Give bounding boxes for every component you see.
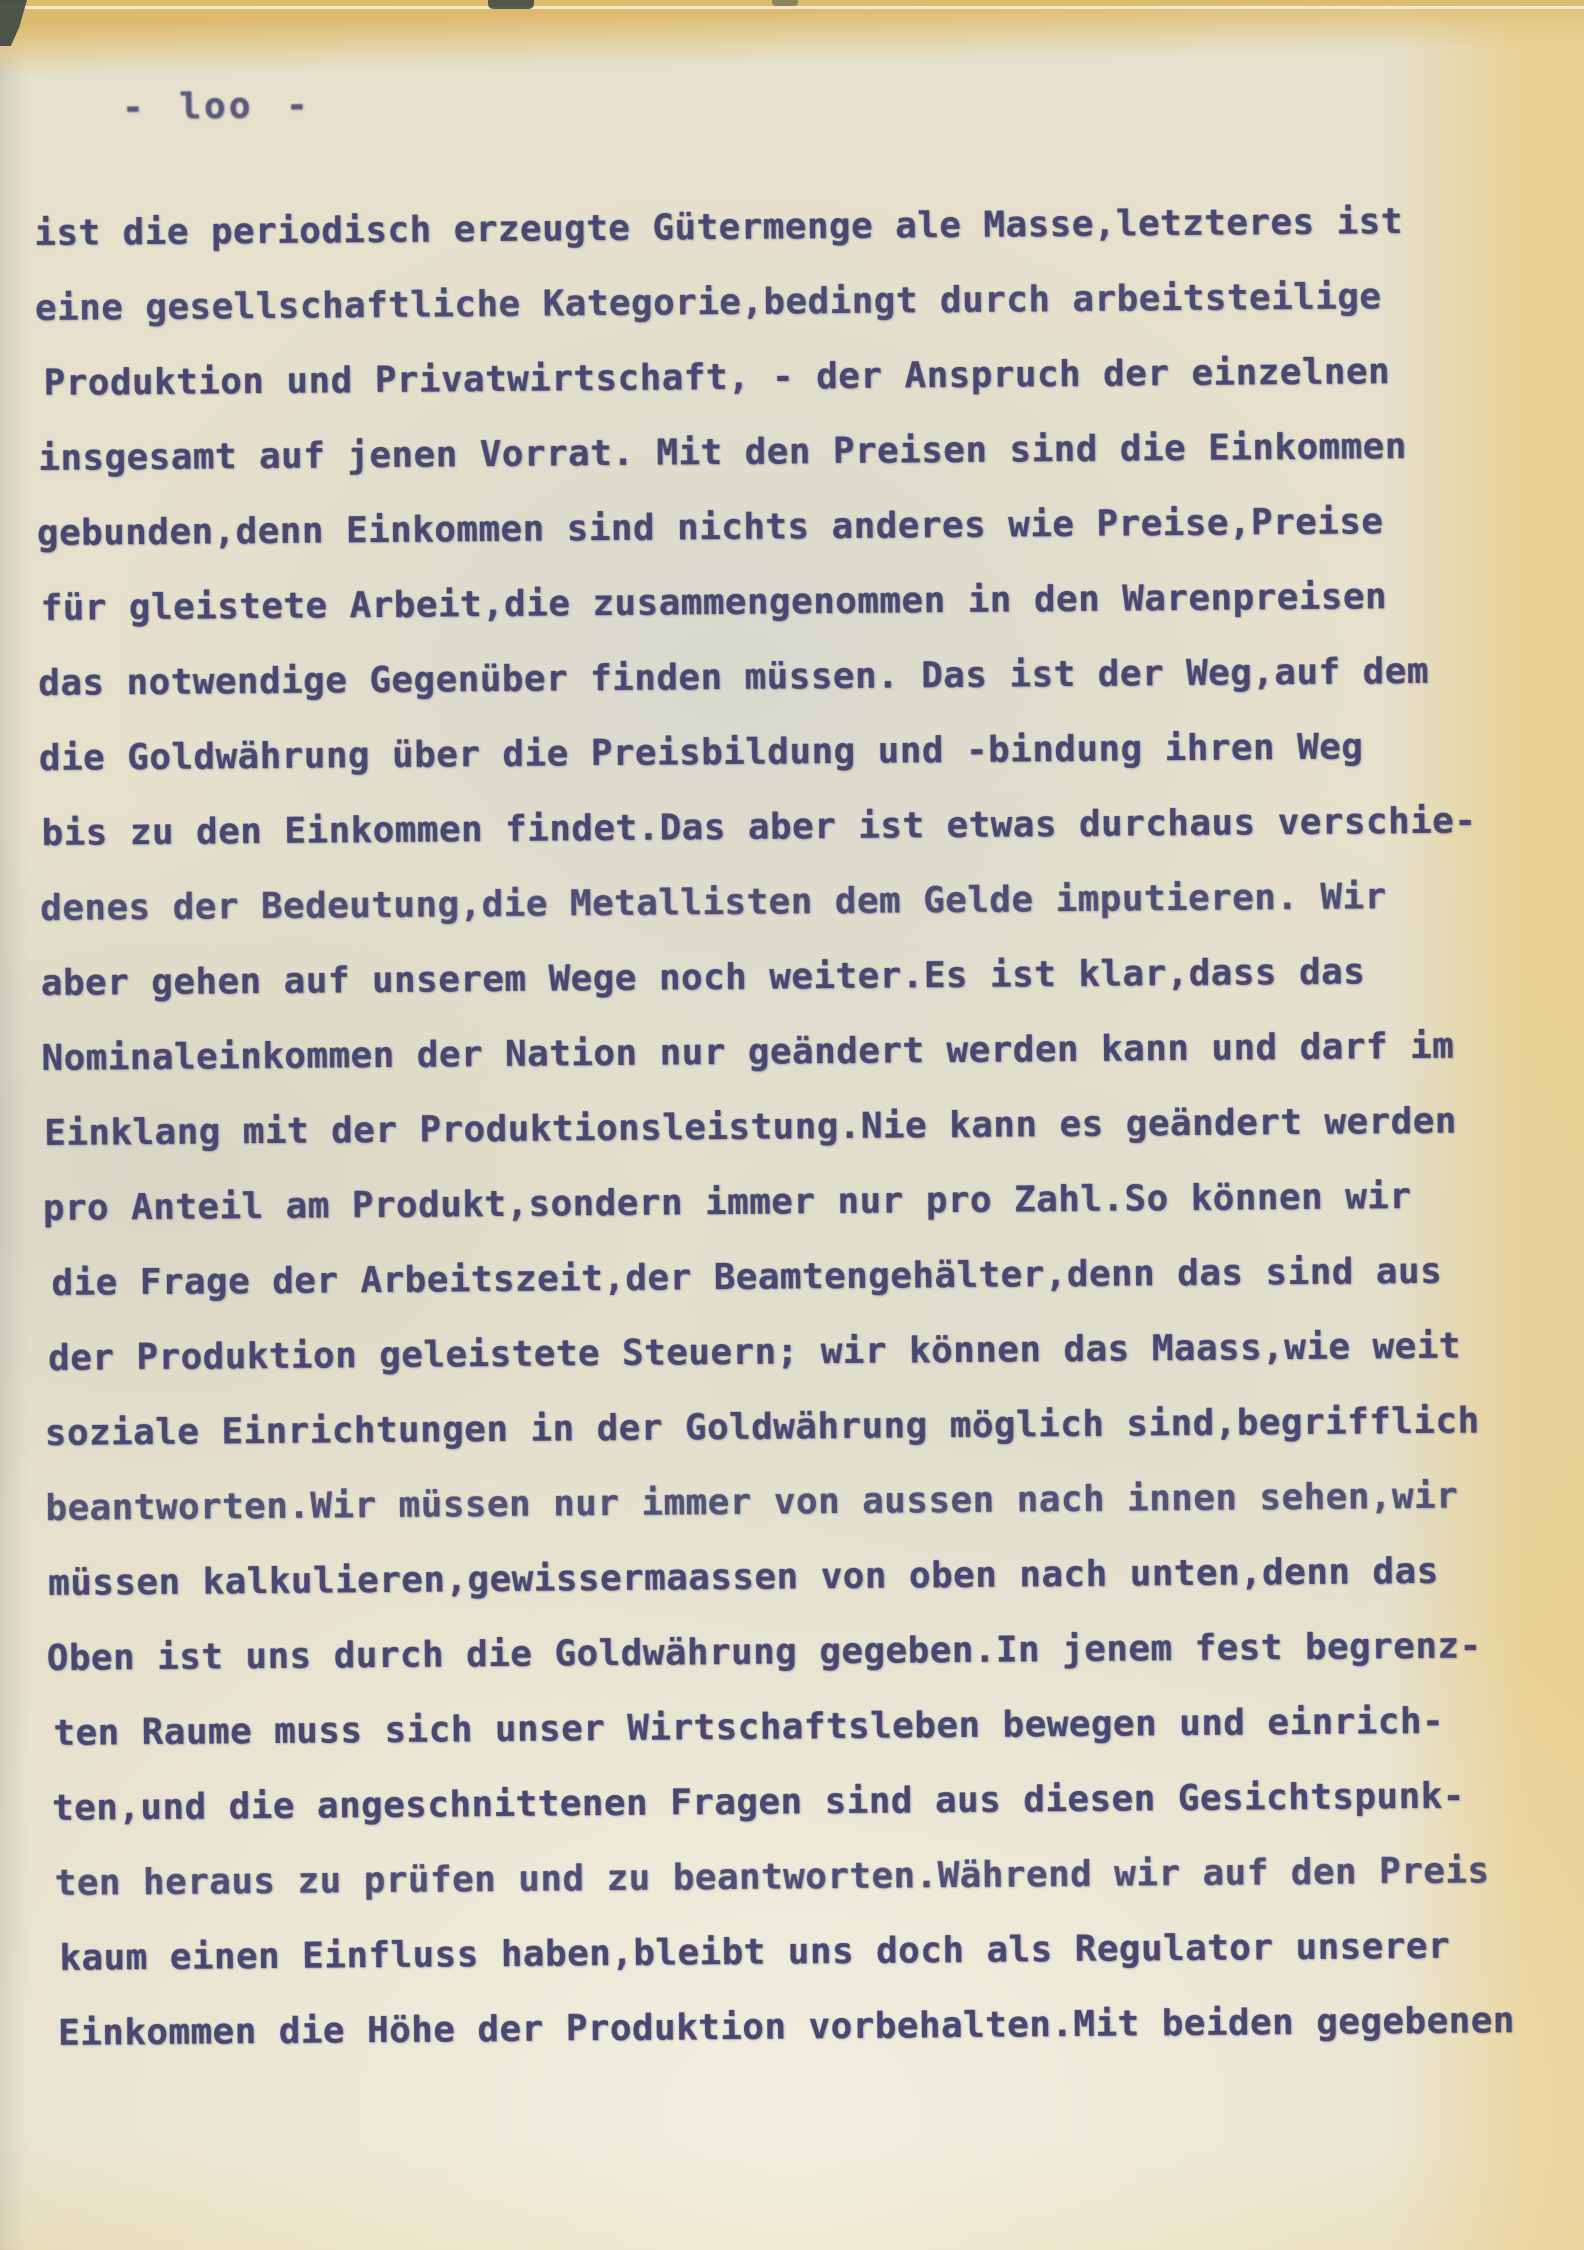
scan-edge-smudge — [772, 0, 798, 6]
text-line: Einkommen die Höhe der Produktion vorbehalten.Mit beiden gegebenen — [57, 2000, 1516, 2054]
text-line: die Frage der Arbeitszeit,der Beamtengehälter,denn das sind aus — [51, 1250, 1443, 1304]
text-line: denes der Bedeutung,die Metallisten dem Gelde imputieren. Wir — [40, 876, 1387, 929]
scan-top-band — [0, 0, 1584, 78]
text-line: Nominaleinkommen der Nation nur geändert werden kann und darf im — [41, 1025, 1455, 1079]
text-line: gebunden,denn Einkommen sind nichts anderes wie Preise,Preise — [36, 501, 1384, 554]
text-line: Produktion und Privatwirtschaft, - der Anspruch der einzelnen — [43, 351, 1391, 404]
text-line: die Goldwährung über die Preisbildung und -bindung ihren Weg — [38, 726, 1364, 779]
body-text — [34, 183, 1570, 2071]
text-line: ten,und die angeschnittenen Fragen sind aus diesen Gesichtspunk- — [51, 1775, 1465, 1829]
text-line: insgesamt auf jenen Vorrat. Mit den Preisen sind die Einkommen — [38, 426, 1407, 479]
text-line: müssen kalkulieren,gewissermaassen von oben nach unten,denn das — [47, 1550, 1439, 1604]
scan-edge-smudge — [488, 0, 534, 9]
text-line: ist die periodisch erzeugte Gütermenge ale Masse,letzteres ist — [34, 201, 1404, 254]
text-line: für gleistete Arbeit,die zusammengenommen in den Warenpreisen — [40, 576, 1388, 629]
text-line: der Produktion geleistete Steuern; wir können das Maass,wie weit — [47, 1325, 1462, 1379]
text-line: bis zu den Einkommen findet.Das aber ist etwas durchaus verschie- — [41, 800, 1477, 854]
scan-edge-line — [0, 6, 1584, 9]
text-line: das notwendige Gegenüber finden müssen. Das ist der Weg,auf dem — [38, 650, 1430, 704]
text-line: ten heraus zu prüfen und zu beantworten.Während wir auf den Preis — [54, 1850, 1490, 1904]
text-line: aber gehen auf unserem Wege noch weiter.Es ist klar,dass das — [40, 951, 1366, 1004]
text-line: pro Anteil am Produkt,sondern immer nur pro Zahl.So können wir — [42, 1176, 1412, 1229]
text-line: Einklang mit der Produktionsleistung.Nie kann es geändert werden — [44, 1100, 1458, 1154]
text-line: kaum einen Einfluss haben,bleibt uns doch als Regulator unserer — [59, 1925, 1451, 1979]
text-line: eine gesellschaftliche Kategorie,bedingt durch arbeitsteilige — [34, 276, 1382, 329]
page-number: - loo - — [121, 84, 311, 129]
text-line: Oben ist uns durch die Goldwährung gegeben.In jenem fest begrenz- — [46, 1625, 1482, 1679]
text-line: beantworten.Wir müssen nur immer von aussen nach innen sehen,wir — [45, 1475, 1459, 1529]
text-line: soziale Einrichtungen in der Goldwährung möglich sind,begrifflich — [44, 1400, 1480, 1454]
text-line: ten Raume muss sich unser Wirtschaftsleben bewegen und einrich- — [53, 1700, 1445, 1754]
